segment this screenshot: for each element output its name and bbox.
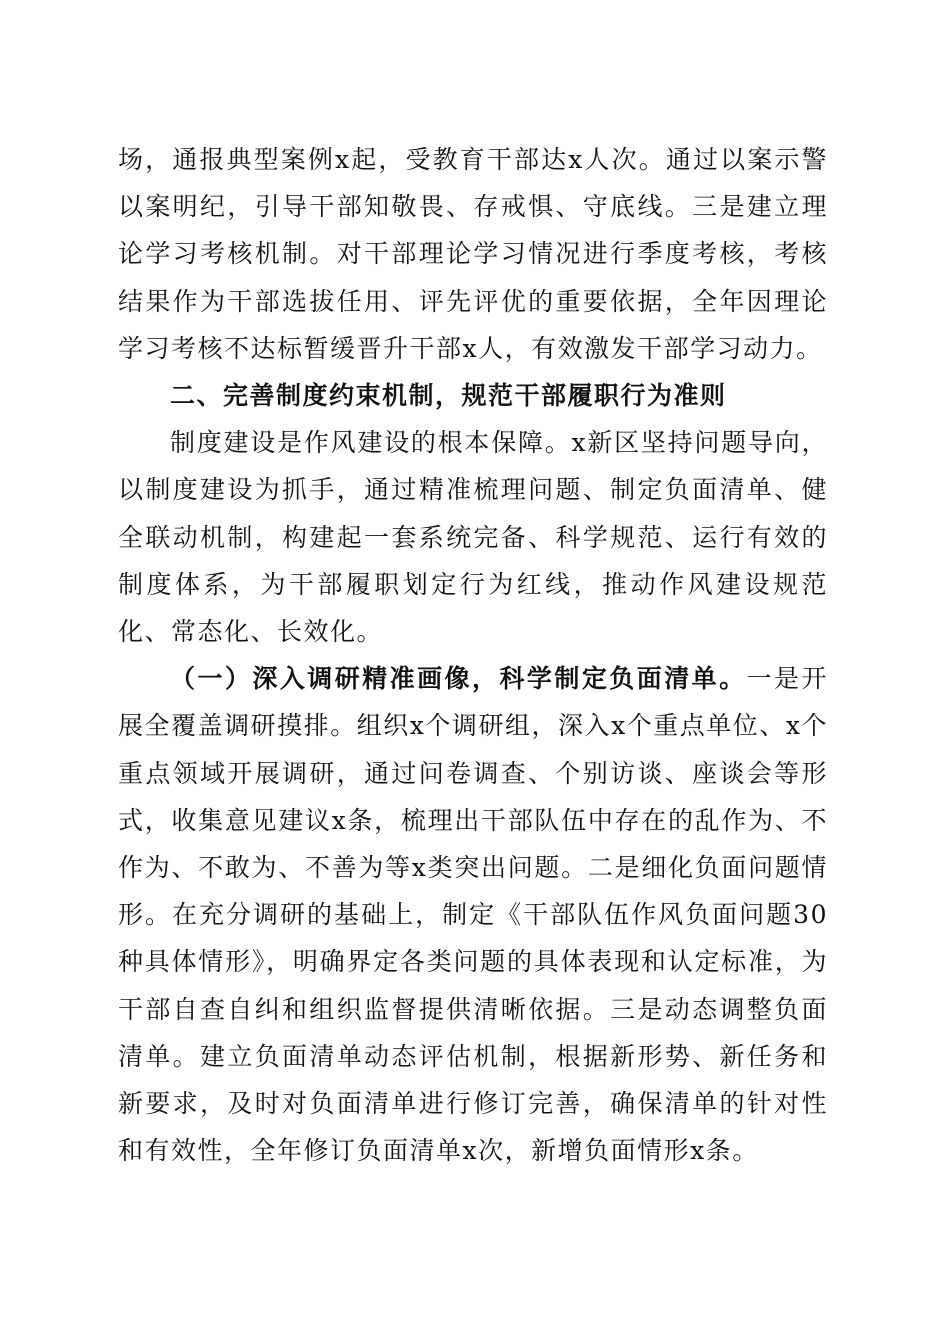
paragraph-1: 场，通报典型案例x起，受教育干部达x人次。通过以案示警以案明纪，引导干部知敬畏、存戒惧、守底线。三是建立理论学习考核机制。对干部理论学习情况进行季度考核，考核结果作为干部选拔任用、评先评优的重要依据，全年因理论学习考核不达标暂缓晋升干部x人，有效激发干部学习动力。 — [118, 145, 828, 363]
document-page — [118, 136, 828, 1174]
section-heading-2: 二、完善制度约束机制，规范干部履职行为准则 — [170, 381, 727, 411]
paragraph-2: 制度建设是作风建设的根本保障。x新区坚持问题导向，以制度建设为抓手，通过精准梳理问题、制定负面清单、健全联动机制，构建起一套系统完备、科学规范、运行有效的制度体系，为干部履职划定行为红线，推动作风建设规范化、常态化、长效化。 — [118, 428, 828, 647]
paragraph-3 — [118, 655, 828, 1174]
sub-heading-1: （一）深入调研精准画像，科学制定负面清单。 — [170, 664, 747, 694]
paragraph-3-body: 一是开展全覆盖调研摸排。组织x个调研组，深入x个重点单位、x个重点领域开展调研，通过问卷调查、个别访谈、座谈会等形式，收集意见建议x条，梳理出干部队伍中存在的乱作为、不作为、不敢为、不善为等x类突出问题。二是细化负面问题情形。在充分调研的基础上，制定《干部队伍作风负面问题30种具体情形》，明确界定各类问题的具体表现和认定标准，为干部自查自纠和组织监督提供清晰依据。三是动态调整负面清单。建立负面清单动态评估机制，根据新形势、新任务和新要求，及时对负面清单进行修订完善，确保清单的针对性和有效性，全年修订负面清单x次，新增负面情形x条。 — [118, 664, 828, 1166]
